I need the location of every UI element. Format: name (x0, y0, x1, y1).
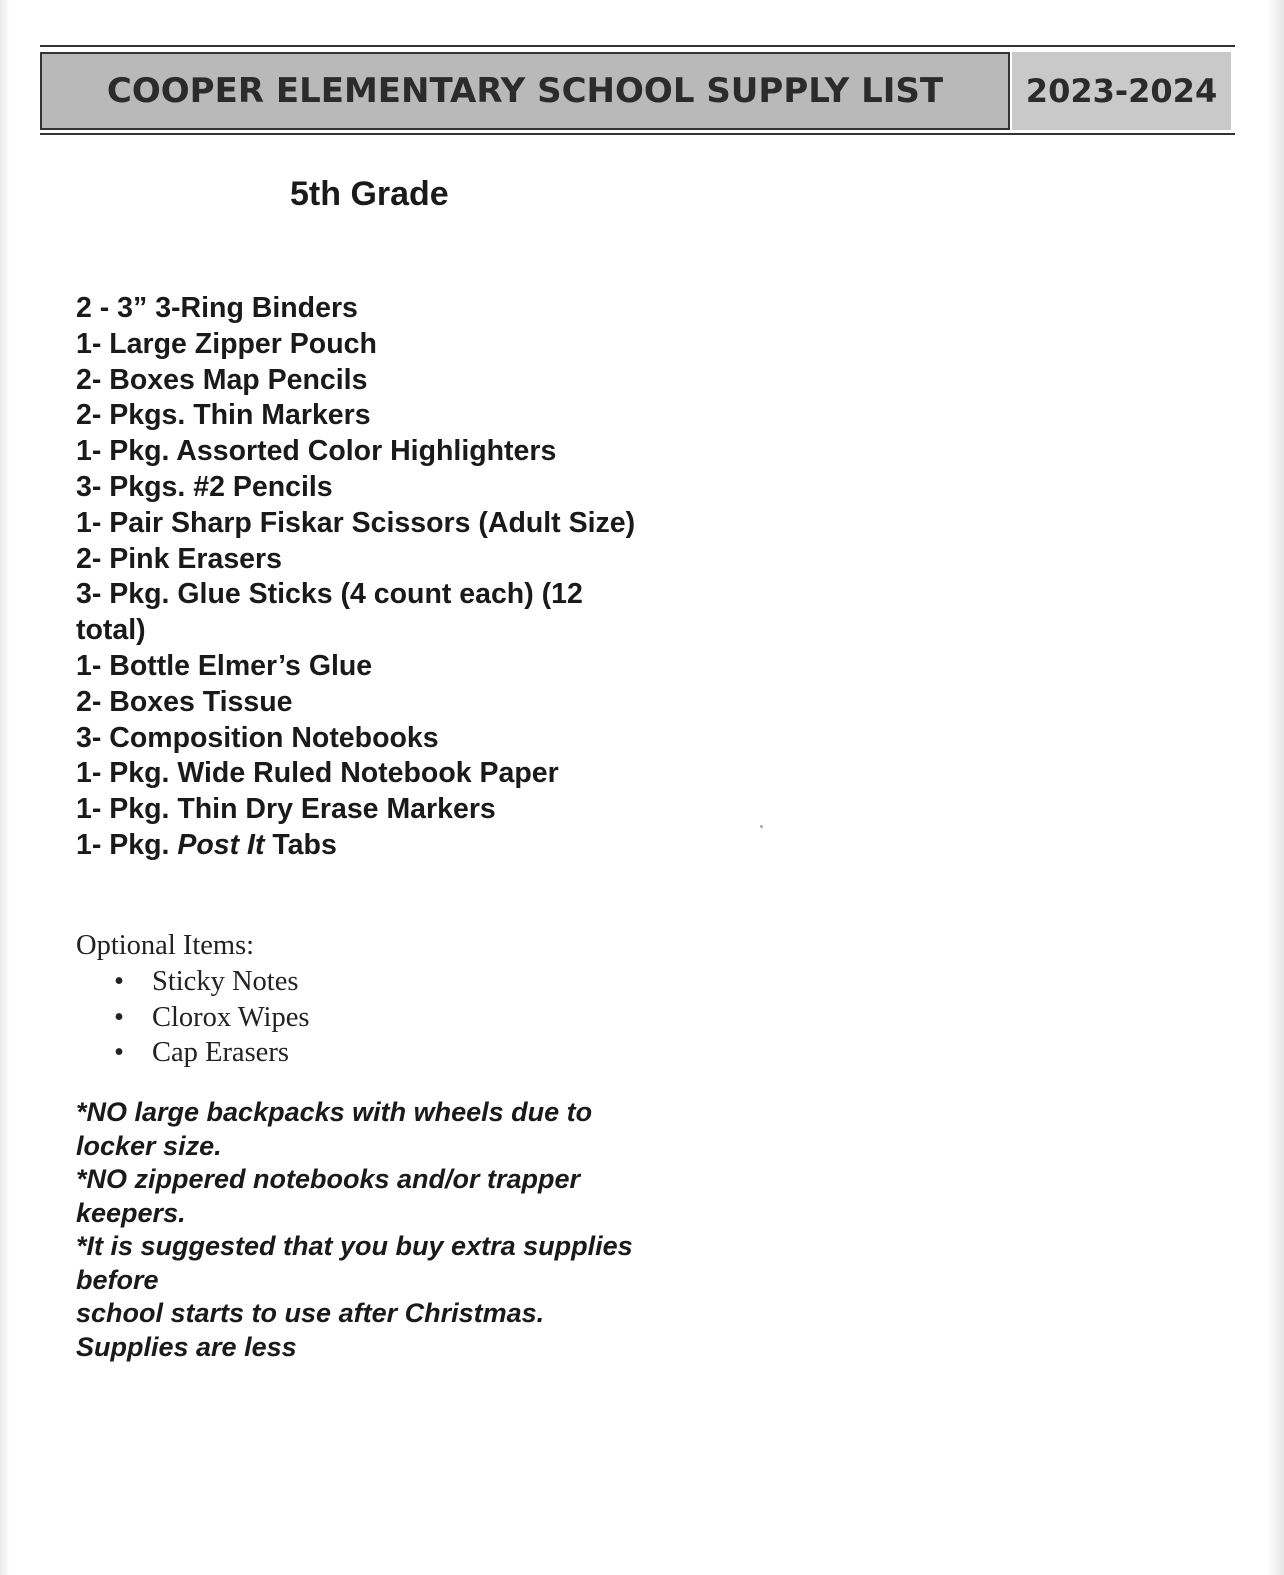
optional-list (76, 964, 309, 1071)
notes-section (76, 1096, 646, 1364)
bullet-icon: • (114, 965, 124, 997)
supply-item: 3- Pkgs. #2 Pencils (76, 470, 333, 503)
grade-heading: 5th Grade (290, 175, 449, 213)
page-edge (1268, 0, 1284, 1575)
supply-item-emphasis: Post It (177, 828, 265, 861)
supply-item: 2 - 3” 3-Ring Binders (76, 292, 358, 324)
supply-item (76, 828, 636, 864)
optional-section (76, 928, 309, 1071)
document-title: COOPER ELEMENTARY SCHOOL SUPPLY LIST (106, 71, 944, 111)
document-header (40, 45, 1235, 135)
note-line: *It is suggested that you buy extra supplies before (76, 1231, 633, 1295)
scan-speck (760, 825, 763, 828)
bullet-icon: • (114, 1037, 124, 1069)
optional-item-label: Cap Erasers (152, 1037, 289, 1069)
supply-item-prefix: 1- Pkg. (76, 828, 178, 861)
header-year-box (1012, 52, 1231, 130)
optional-item-label: Sticky Notes (152, 965, 299, 997)
note-line: *NO large backpacks with wheels due to locker size. (76, 1097, 593, 1161)
supply-item: 2- Boxes Tissue (76, 685, 293, 718)
bullet-icon: • (114, 1001, 124, 1033)
supply-item: 3- Composition Notebooks (76, 721, 439, 754)
optional-item (76, 964, 309, 1000)
supply-item: 1- Pkg. Assorted Color Highlighters (76, 435, 557, 468)
supply-item: 1- Bottle Elmer’s Glue (76, 649, 373, 682)
page-edge (0, 0, 10, 1575)
note-line: school starts to use after Christmas. Supplies are less (76, 1298, 545, 1362)
optional-heading: Optional Items: (76, 930, 255, 961)
supply-item-suffix: Tabs (264, 828, 337, 861)
supply-item: 1- Pkg. Wide Ruled Notebook Paper (76, 757, 559, 790)
note-line: *NO zippered notebooks and/or trapper keepers. (76, 1164, 581, 1228)
supply-list (76, 291, 636, 864)
supply-item: 1- Pkg. Thin Dry Erase Markers (76, 793, 496, 826)
optional-item-label: Clorox Wipes (152, 1001, 310, 1033)
supply-item: 1- Large Zipper Pouch (76, 327, 377, 360)
school-year: 2023-2024 (1025, 72, 1218, 110)
supply-item: 2- Boxes Map Pencils (76, 363, 368, 396)
optional-item (76, 1000, 309, 1036)
supply-item: 2- Pkgs. Thin Markers (76, 399, 371, 432)
supply-item: 2- Pink Erasers (76, 542, 282, 575)
supply-item: 1- Pair Sharp Fiskar Scissors (Adult Size) (76, 506, 636, 539)
header-title-box (40, 52, 1010, 130)
supply-item: 3- Pkg. Glue Sticks (4 count each) (12 total) (76, 578, 583, 647)
optional-item (76, 1035, 309, 1071)
